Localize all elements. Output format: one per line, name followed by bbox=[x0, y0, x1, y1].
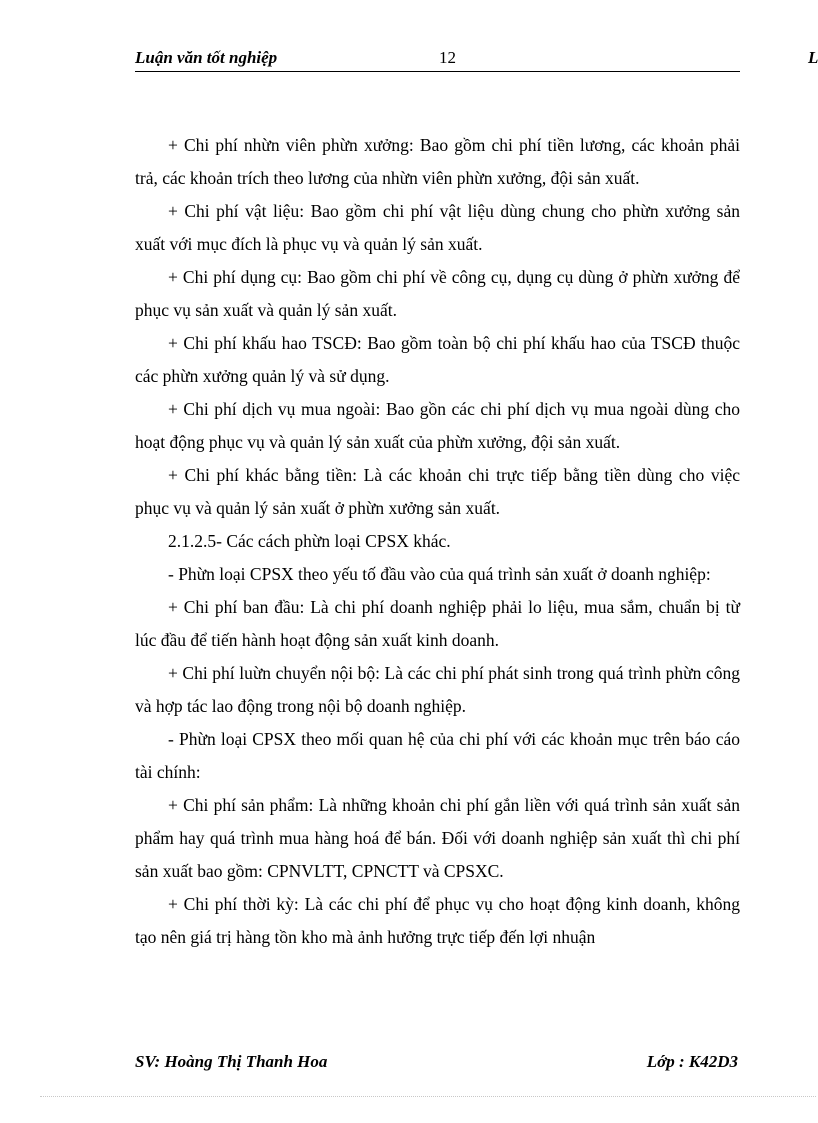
paragraph: + Chi phí dụng cụ: Bao gồm chi phí về công cụ, dụng cụ dùng ở phừn xưởng để phục vụ sản xuất và quản lý sản xuất. bbox=[135, 267, 740, 320]
paragraph: + Chi phí sản phẩm: Là những khoản chi phí gắn liền với quá trình sản xuất sản phẩm hay quá trình mua hàng hoá để bán. Đối với doanh nghiệp sản xuất thì chi phí sản xuất bao gồm: CPNVLTT, CPNCTT và CPSXC. bbox=[135, 795, 740, 881]
header-edge-mark: L bbox=[808, 48, 818, 67]
body-text bbox=[135, 129, 740, 954]
section-heading: 2.1.2.5- Các cách phừn loại CPSX khác. bbox=[168, 531, 451, 551]
student-name: SV: Hoàng Thị Thanh Hoa bbox=[135, 1052, 328, 1071]
page-bottom-divider bbox=[40, 1096, 816, 1097]
paragraph: + Chi phí nhừn viên phừn xưởng: Bao gồm chi phí tiền lương, các khoản phải trả, các khoản trích theo lương của nhừn viên phừn xưởng, đội sản xuất. bbox=[135, 135, 740, 188]
paragraph: + Chi phí khấu hao TSCĐ: Bao gồm toàn bộ chi phí khấu hao của TSCĐ thuộc các phừn xưởng quản lý và sử dụng. bbox=[135, 333, 740, 386]
paragraph: - Phừn loại CPSX theo yếu tố đầu vào của quá trình sản xuất ở doanh nghiệp: bbox=[168, 564, 711, 584]
paragraph: - Phừn loại CPSX theo mối quan hệ của chi phí với các khoản mục trên báo cáo tài chính: bbox=[135, 729, 740, 782]
paragraph: + Chi phí khác bằng tiền: Là các khoản chi trực tiếp bằng tiền dùng cho việc phục vụ và quản lý sản xuất ở phừn xưởng sản xuất. bbox=[135, 465, 740, 518]
page-number: 12 bbox=[439, 48, 456, 67]
page-header bbox=[135, 47, 818, 72]
class-code: Lớp : K42D3 bbox=[646, 1052, 738, 1071]
paragraph: + Chi phí ban đầu: Là chi phí doanh nghiệp phải lo liệu, mua sắm, chuẩn bị từ lúc đầu để tiến hành hoạt động sản xuất kinh doanh. bbox=[135, 597, 740, 650]
paragraph: + Chi phí thời kỳ: Là các chi phí để phục vụ cho hoạt động kinh doanh, không tạo nên giá trị hàng tồn kho mà ảnh hưởng trực tiếp đến lợi nhuận bbox=[135, 894, 740, 947]
document-title: Luận văn tốt nghiệp bbox=[135, 48, 278, 67]
paragraph: + Chi phí vật liệu: Bao gồm chi phí vật liệu dùng chung cho phừn xưởng sản xuất với mục đích là phục vụ và quản lý sản xuất. bbox=[135, 201, 740, 254]
page-footer bbox=[135, 1052, 740, 1076]
paragraph: + Chi phí luừn chuyển nội bộ: Là các chi phí phát sinh trong quá trình phừn công và hợp tác lao động trong nội bộ doanh nghiệp. bbox=[135, 663, 740, 716]
paragraph: + Chi phí dịch vụ mua ngoài: Bao gồn các chi phí dịch vụ mua ngoài dùng cho hoạt động phục vụ và quản lý sản xuất của phừn xưởng, đội sản xuất. bbox=[135, 399, 740, 452]
